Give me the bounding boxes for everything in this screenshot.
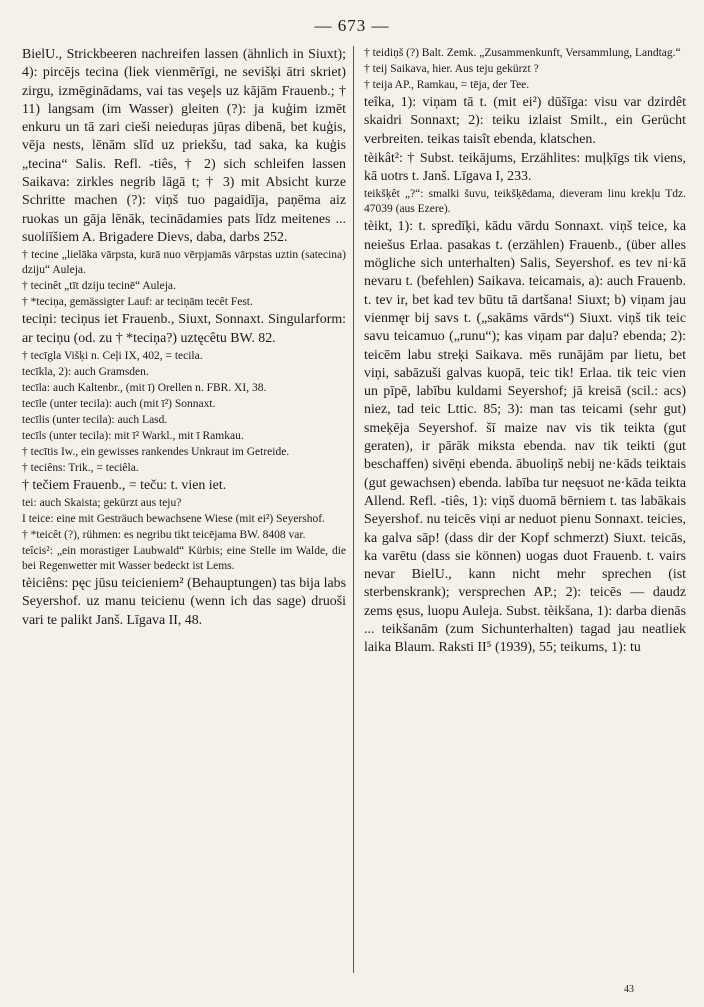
dictionary-entry: I teice: eine mit Gesträuch bewachsene Wiese (mit ei²) Seyershof.	[22, 513, 325, 526]
dictionary-entry: † teija AP., Ramkau, = tēja, der Tee.	[364, 79, 530, 91]
dictionary-entry: † *teciņa, gemässigter Lauf: ar teciņām tecêt Fest.	[22, 296, 253, 309]
dictionary-entry: † tecine „lielāka vārpsta, kurā nuo vērpjamās vārpstas uztin (satecina) dziju“ Auleja.	[22, 249, 346, 277]
dictionary-entry: † tečiem Frauenb., = teču: t. vien iet.	[22, 477, 227, 493]
dictionary-entry: tecīlis (unter tecila): auch Lasd.	[22, 413, 168, 426]
right-column	[364, 46, 686, 987]
dictionary-entry: † teidiņš (?) Balt. Zemk. „Zusammenkunft, Versammlung, Landtag.“	[364, 47, 681, 59]
dictionary-entry: BielU., Strickbeeren nachreifen lassen (ähnlich in Siuxt); 4): pircējs tecina (liek vienmērīgi, ne sevišķi ātri skriet) zirgu, izmēginādams, vai tas veşeļs uz kājām Frauenb.; † 11) langsam (im Wasser) gleiten (?): ja kuģim izmēt enkuru un tā zari cieši neieduŗas jūŗas dibenā, bet kuģis, vēja nests, lēnām slīd uz priekšu, tad saka, ka kuģis „tecina“ Salis. Refl. -tiês, † 2) sich schleifen lassen Saikava: zirkles negrib lāgā t; † 3) mit Absicht kurze Schritte machen (?): viņš tuo pagaidīja, paņēma aiz ruokas un gāja lēnāk, tecinādamies pats līdz meitenes ... suoliīšiem A. Brigadere Dievs, daba, darbs 252.	[22, 47, 346, 245]
dictionary-entry: tèikt, 1): t. spredīķi, kādu vārdu Sonnaxt. viņš teice, ka neiešus Erlaa. pasakas t. (erzählen) Frauenb., (über alles mögliche sich unterhalten) Salis, Seyershof. es tev ni·kā nevaru t. (befehlen) Saikava. teicamais, a): auch Frauenb. t. tev ir, bet kad tev būtu tā dartšana! Siuxt; b) viņam jau vienmęr bij savs t. („sakāms vārds“) Siuxt. viņš tik teic savu teicamuo („runu“); kas viņam par daļu? ebenda; 2): teicēm labu streķi Saikava. mēs runājām par lietu, bet viņi, sabāzuši galvas kuopā, teic tik! Erlaa. tik teic vien un pīpē, labību kuldami Seyershof; jā kreisā (scil.: acs) niez, tad teic Lttic. 85; 3): man tas teicami (sehr gut) smeķēja Seyershof. šī maize nav vis tik teikta (gut geraten), ir pārāk miksta ebenda. nav tik teikti (gut beschaffen) sivēņi ebenda. ābuoliņš nebij ne·kāds teiktais (gut gewachsen) ebenda. labība tur neęsuot ne·kāda teikta Allend. Refl. -tiês, 1): viņš duomā bērniem t. tas labākais Seyershof. nu teicēs viņi ar neduot pienu Sonnaxt. teicies, ka galva sāp! (dass dir der Kopf schmerzt) Siuxt. teicās, ka varētu (dass sie können) uogas duot Frauenb. t. vairs nevar BielU., kann nicht mehr sprechen (ist sterbenskrank); versprechen AP.; 2): teicēs — daudz zems ęsus, luopu Auleja. Subst. tèikšana, 1): darba dienās ... teikšanām (zum Sichunterhalten) tagad jau neatliek laika Blaum. Raksti II⁵ (1939), 55; teikums, 1): tu	[364, 219, 686, 656]
dictionary-entry: tecīla: auch Kaltenbr., (mit ī) Orellen n. FBR. XI, 38.	[22, 381, 267, 394]
dictionary-entry: teikšķêt „?“: smalki šuvu, teikšķēdama, dieveram linu krekļu Tdz. 47039 (aus Ezere).	[364, 188, 686, 216]
dictionary-entry: tèikât²: † Subst. teikājums, Erzählites: muļķīgs tik viens, kā uotrs t. Janš. Līgava I, 233.	[364, 150, 686, 185]
dictionary-entry: † tecīgla Višķi n. Ceļi IX, 402, = tecila.	[22, 349, 203, 362]
dictionary-entry: † *teicêt (?), rühmen: es negribu tikt teicējama BW. 8408 var.	[22, 529, 306, 542]
dictionary-entry: teîka, 1): viņam tā t. (mit ei²) dūšīga: visu var dzirdêt skaidri Sonnaxt; 2): teiku izlaist Smilt., ein Gerücht verbreiten. teikas taisît ebenda, klatschen.	[364, 95, 686, 147]
dictionary-entry: † tecinêt „tīt dziju tecinē“ Auleja.	[22, 280, 176, 293]
dictionary-entry: teciņi: teciņus iet Frauenb., Siuxt, Sonnaxt. Singularform: ar teciņu (od. zu † *teciņa?) uztęcêtu BW. 82.	[22, 312, 346, 346]
dictionary-entry: tei: auch Skaista; gekürzt aus teju?	[22, 497, 182, 510]
dictionary-entry: tèiciêns: pęc jūsu teicieniem² (Behauptungen) tas bija labs Seyershof. uz manu teicienu (wenn ich das sage) druoši vari te palikt Janš. Līgava II, 48.	[22, 576, 346, 628]
page-number: — 673 —	[314, 16, 390, 35]
signature-mark: 43	[624, 984, 634, 995]
dictionary-entry: tecīle (unter tecila): auch (mit ī²) Sonnaxt.	[22, 397, 216, 410]
dictionary-entry: tecīls (unter tecila): mit ī² Warkl., mit ī Ramkau.	[22, 429, 244, 442]
dictionary-entry: † teciêns: Trik., = teciêla.	[22, 461, 139, 474]
dictionary-entry: † teij Saikava, hier. Aus teju gekürzt ?	[364, 63, 539, 75]
dictionary-entry: † tecītis Iw., ein gewisses rankendes Unkraut im Getreide.	[22, 445, 290, 458]
column-divider	[353, 46, 354, 973]
dictionary-entry: teîcis²: „ein morastiger Laubwald“ Kürbis; eine Stelle im Walde, die bei Regenwetter mit Wasser bedeckt ist Lems.	[22, 545, 346, 573]
left-column	[22, 46, 346, 987]
dictionary-entry: tecīkla, 2): auch Gramsden.	[22, 365, 149, 378]
